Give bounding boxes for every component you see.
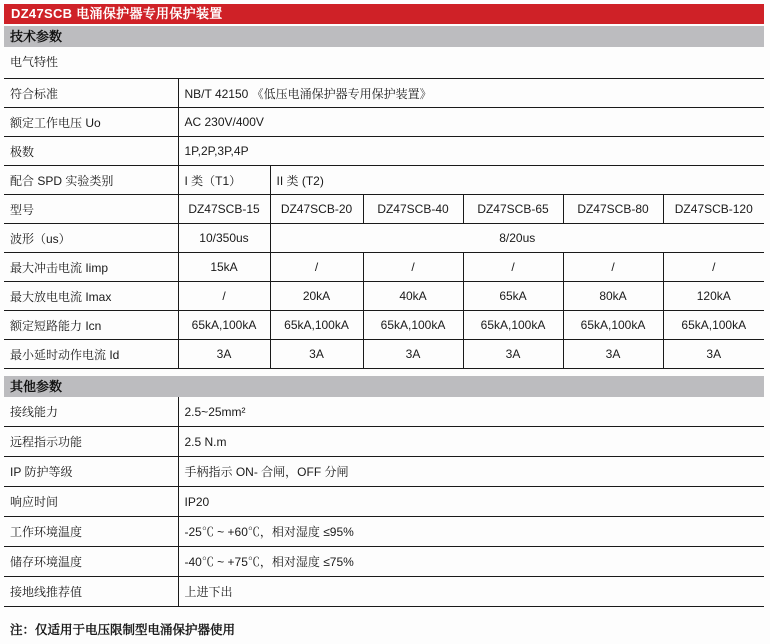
subsection-electrical: 电气特性 (4, 47, 764, 79)
spec-label: 接线能力 (4, 397, 178, 427)
spec-label: 配合 SPD 实验类别 (4, 166, 178, 195)
spec-label: 额定短路能力 Icn (4, 311, 178, 340)
spec-label: 极数 (4, 137, 178, 166)
model-cell: DZ47SCB-120 (663, 195, 764, 224)
spec-label: 储存环境温度 (4, 547, 178, 577)
spec-value: 上进下出 (178, 577, 764, 607)
spec-label: 工作环境温度 (4, 517, 178, 547)
section-header-technical: 技术参数 (4, 26, 764, 47)
spec-value: NB/T 42150 《低压电涌保护器专用保护装置》 (178, 79, 764, 108)
section-gap (4, 369, 764, 374)
spec-label: 型号 (4, 195, 178, 224)
value-cell: 3A (363, 340, 463, 369)
value-cell: 80kA (563, 282, 663, 311)
wave-first-cell: 10/350us (178, 224, 270, 253)
spec-label: 波形（us） (4, 224, 178, 253)
model-cell: DZ47SCB-80 (563, 195, 663, 224)
spec-label: IP 防护等级 (4, 457, 178, 487)
value-cell: / (563, 253, 663, 282)
value-cell: / (270, 253, 363, 282)
value-cell: 3A (563, 340, 663, 369)
spec-value: 手柄指示 ON- 合闸，OFF 分闸 (178, 457, 764, 487)
value-cell: 3A (463, 340, 563, 369)
value-cell: 15kA (178, 253, 270, 282)
table-row (4, 517, 764, 547)
table-row (4, 195, 764, 224)
table-row (4, 224, 764, 253)
table-row (4, 340, 764, 369)
table-row (4, 547, 764, 577)
value-cell: 65kA (463, 282, 563, 311)
spec-value: 1P,2P,3P,4P (178, 137, 764, 166)
table-row (4, 108, 764, 137)
value-cell: 65kA,100kA (463, 311, 563, 340)
footnote: 注：仅适用于电压限制型电涌保护器使用 (10, 623, 236, 637)
value-cell: 65kA,100kA (563, 311, 663, 340)
value-cell: / (178, 282, 270, 311)
model-cell: DZ47SCB-40 (363, 195, 463, 224)
value-cell: 65kA,100kA (178, 311, 270, 340)
spec-value: -25℃ ~ +60℃，相对湿度 ≤95% (178, 517, 764, 547)
value-cell: 65kA,100kA (363, 311, 463, 340)
model-cell: DZ47SCB-65 (463, 195, 563, 224)
spec-label: 最小延时动作电流 Id (4, 340, 178, 369)
value-cell: 3A (663, 340, 764, 369)
table-row (4, 311, 764, 340)
table-row (4, 79, 764, 108)
value-cell: 65kA,100kA (663, 311, 764, 340)
spec-value: -40℃ ~ +75℃，相对湿度 ≤75% (178, 547, 764, 577)
spec-label: 最大放电电流 Imax (4, 282, 178, 311)
value-cell: 65kA,100kA (270, 311, 363, 340)
table-row (4, 253, 764, 282)
table-row (4, 166, 764, 195)
model-cell: DZ47SCB-20 (270, 195, 363, 224)
table-row (4, 577, 764, 607)
value-cell: / (463, 253, 563, 282)
spec-label: 远程指示功能 (4, 427, 178, 457)
electrical-spec-table (4, 79, 764, 369)
spec-label: 响应时间 (4, 487, 178, 517)
spec-value: 2.5 N.m (178, 427, 764, 457)
spd-class1-cell: I 类（T1） (178, 166, 270, 195)
spec-label: 符合标准 (4, 79, 178, 108)
spec-value: IP20 (178, 487, 764, 517)
table-row (4, 397, 764, 427)
table-row (4, 282, 764, 311)
other-spec-table (4, 397, 764, 607)
spec-value: AC 230V/400V (178, 108, 764, 137)
spec-label: 额定工作电压 Uo (4, 108, 178, 137)
spec-label: 最大冲击电流 Iimp (4, 253, 178, 282)
section-header-other: 其他参数 (4, 376, 764, 397)
model-cell: DZ47SCB-15 (178, 195, 270, 224)
spec-value: 2.5~25mm² (178, 397, 764, 427)
value-cell: / (363, 253, 463, 282)
value-cell: 3A (270, 340, 363, 369)
value-cell: 20kA (270, 282, 363, 311)
wave-rest-cell: 8/20us (270, 224, 764, 253)
value-cell: 40kA (363, 282, 463, 311)
spd-class2-cell: II 类 (T2) (270, 166, 764, 195)
value-cell: 3A (178, 340, 270, 369)
table-row (4, 137, 764, 166)
document-title-bar: DZ47SCB 电涌保护器专用保护装置 (4, 4, 764, 24)
table-row (4, 457, 764, 487)
value-cell: / (663, 253, 764, 282)
value-cell: 120kA (663, 282, 764, 311)
table-row (4, 427, 764, 457)
spec-label: 接地线推荐值 (4, 577, 178, 607)
table-row (4, 487, 764, 517)
